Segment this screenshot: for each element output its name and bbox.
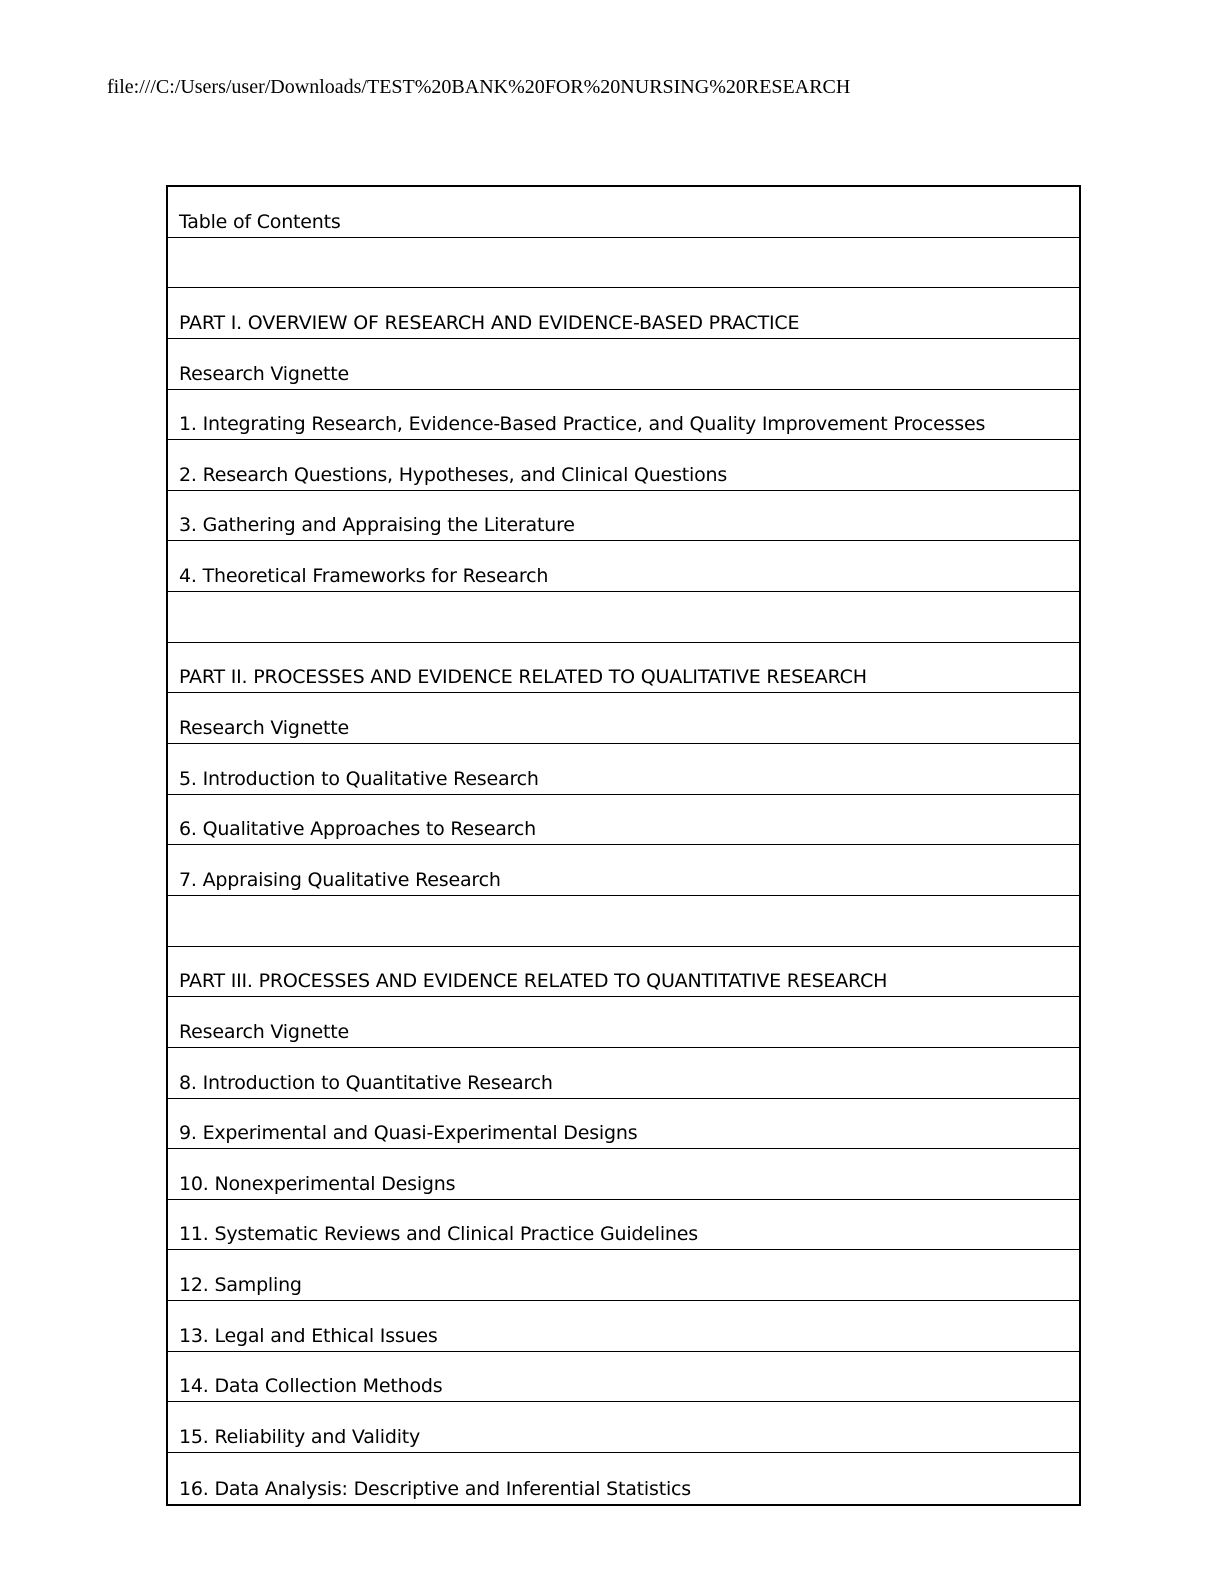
table-row bbox=[168, 288, 1079, 339]
table-row bbox=[168, 238, 1079, 289]
table-cell-text: 11. Systematic Reviews and Clinical Practice Guidelines bbox=[179, 1223, 698, 1246]
table-row bbox=[168, 440, 1079, 491]
table-row bbox=[168, 795, 1079, 846]
table-row bbox=[168, 1200, 1079, 1251]
table-cell-text: PART II. PROCESSES AND EVIDENCE RELATED TO QUALITATIVE RESEARCH bbox=[179, 666, 867, 689]
table-cell-text: 16. Data Analysis: Descriptive and Inferential Statistics bbox=[179, 1477, 691, 1500]
table-row bbox=[168, 947, 1079, 998]
table-row bbox=[168, 845, 1079, 896]
file-path-header: file:///C:/Users/user/Downloads/TEST%20BANK%20FOR%20NURSING%20RESEARCH bbox=[107, 76, 851, 98]
table-row bbox=[168, 643, 1079, 694]
table-cell-text: 9. Experimental and Quasi-Experimental Designs bbox=[179, 1122, 638, 1145]
table-cell-text: 6. Qualitative Approaches to Research bbox=[179, 818, 536, 841]
table-row bbox=[168, 187, 1079, 238]
table-row bbox=[168, 693, 1079, 744]
table-row bbox=[168, 390, 1079, 441]
table-cell-text: 10. Nonexperimental Designs bbox=[179, 1172, 456, 1195]
table-row bbox=[168, 491, 1079, 542]
table-row bbox=[168, 1301, 1079, 1352]
table-cell-text: PART III. PROCESSES AND EVIDENCE RELATED TO QUANTITATIVE RESEARCH bbox=[179, 970, 888, 993]
table-row bbox=[168, 1250, 1079, 1301]
table-row bbox=[168, 1453, 1079, 1504]
table-row bbox=[168, 1099, 1079, 1150]
table-row bbox=[168, 592, 1079, 643]
table-row bbox=[168, 744, 1079, 795]
table-row bbox=[168, 541, 1079, 592]
table-cell-text: 13. Legal and Ethical Issues bbox=[179, 1324, 438, 1347]
table-cell-text: 8. Introduction to Quantitative Research bbox=[179, 1071, 553, 1094]
table-cell-text: 15. Reliability and Validity bbox=[179, 1426, 421, 1449]
table-cell-text: 4. Theoretical Frameworks for Research bbox=[179, 565, 549, 588]
table-cell-text: PART I. OVERVIEW OF RESEARCH AND EVIDENCE-BASED PRACTICE bbox=[179, 311, 800, 334]
table-row bbox=[168, 339, 1079, 390]
table-cell-text: 1. Integrating Research, Evidence-Based Practice, and Quality Improvement Processes bbox=[179, 413, 986, 436]
table-cell-text: Research Vignette bbox=[179, 717, 350, 740]
table-cell-text: Table of Contents bbox=[179, 210, 341, 233]
table-cell-text: Research Vignette bbox=[179, 362, 350, 385]
table-cell-text: 7. Appraising Qualitative Research bbox=[179, 868, 501, 891]
table-cell-text: 12. Sampling bbox=[179, 1274, 302, 1297]
table-row bbox=[168, 1352, 1079, 1403]
table-cell-text: Research Vignette bbox=[179, 1020, 350, 1043]
table-row bbox=[168, 896, 1079, 947]
table-cell-text: 2. Research Questions, Hypotheses, and Clinical Questions bbox=[179, 463, 728, 486]
table-row bbox=[168, 1048, 1079, 1099]
table-row bbox=[168, 997, 1079, 1048]
table-of-contents bbox=[166, 185, 1081, 1506]
table-cell-text: 14. Data Collection Methods bbox=[179, 1375, 443, 1398]
table-cell-text: 3. Gathering and Appraising the Literature bbox=[179, 514, 575, 537]
table-cell-text: 5. Introduction to Qualitative Research bbox=[179, 767, 539, 790]
table-row bbox=[168, 1402, 1079, 1453]
table-row bbox=[168, 1149, 1079, 1200]
